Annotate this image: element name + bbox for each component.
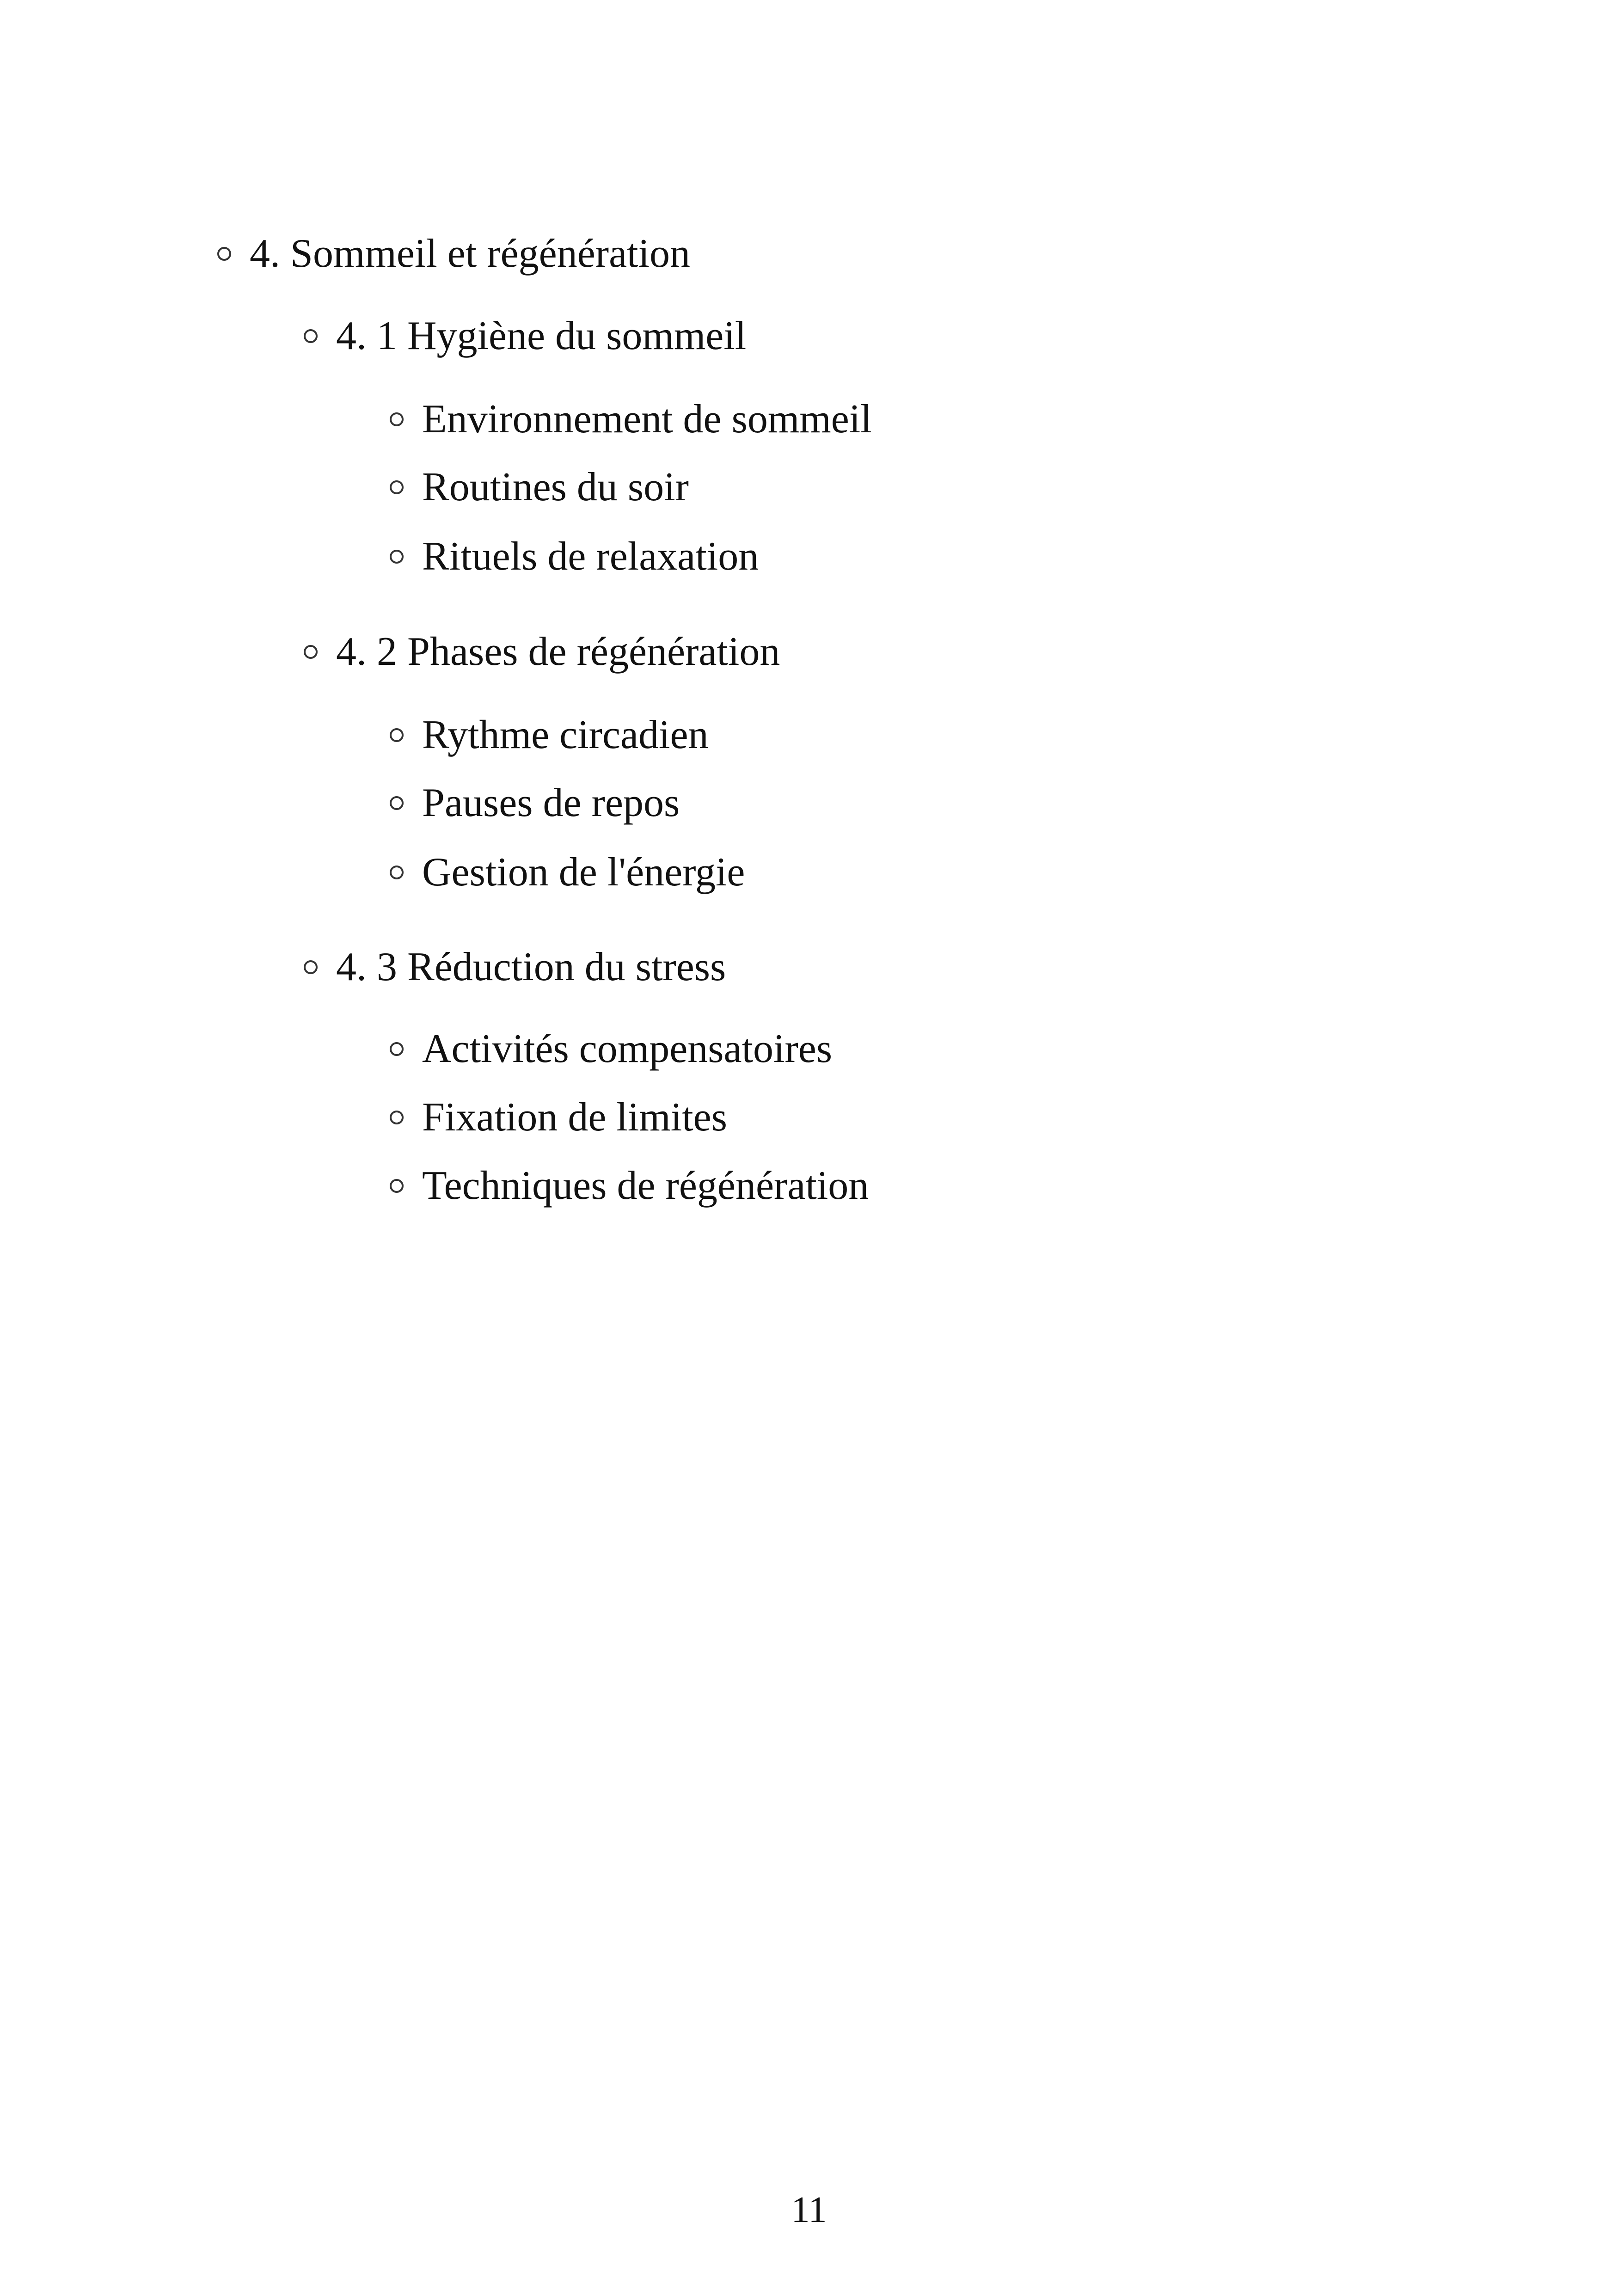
outline-subsection-title: 4. 3 Réduction du stress	[336, 945, 726, 989]
outline-section-title: 4. Sommeil et régénération	[250, 231, 691, 276]
outline-list-item	[390, 1097, 727, 1138]
outline-list-item	[390, 712, 709, 757]
outline-list-item-label: Techniques de régénération	[422, 1163, 869, 1208]
hollow-circle-bullet-icon	[390, 1111, 404, 1124]
outline-subsection	[304, 629, 780, 674]
outline-list-item-label: Activités compensatoires	[422, 1026, 833, 1071]
page-number: 11	[791, 2190, 827, 2230]
outline-list-item	[390, 1163, 869, 1208]
outline-list-item-label: Routines du soir	[422, 465, 689, 510]
outline-subsection	[304, 947, 726, 988]
outline-list-item-label: Pauses de repos	[422, 780, 680, 825]
outline-subsection	[304, 313, 747, 358]
hollow-circle-bullet-icon	[390, 550, 404, 564]
outline-list-item-label: Fixation de limites	[422, 1095, 727, 1140]
outline-list-item-label: Rituels de relaxation	[422, 534, 759, 579]
hollow-circle-bullet-icon	[390, 796, 404, 810]
hollow-circle-bullet-icon	[390, 1179, 404, 1193]
hollow-circle-bullet-icon	[390, 866, 404, 879]
outline-list-item	[390, 399, 872, 440]
outline-subsection-title: 4. 2 Phases de régénération	[336, 629, 780, 674]
hollow-circle-bullet-icon	[390, 480, 404, 494]
outline-subsection-title: 4. 1 Hygiène du sommeil	[336, 313, 747, 358]
outline-list-item-label: Gestion de l'énergie	[422, 850, 745, 895]
outline-list-item	[390, 1026, 833, 1071]
outline-list-item	[390, 780, 680, 825]
outline-list-item	[390, 536, 759, 577]
hollow-circle-bullet-icon	[304, 329, 318, 343]
hollow-circle-bullet-icon	[217, 247, 231, 261]
hollow-circle-bullet-icon	[390, 1042, 404, 1056]
outline-list-item-label: Environnement de sommeil	[422, 397, 872, 442]
outline-list-item-label: Rythme circadien	[422, 712, 709, 757]
hollow-circle-bullet-icon	[304, 960, 318, 974]
hollow-circle-bullet-icon	[390, 412, 404, 426]
hollow-circle-bullet-icon	[390, 728, 404, 742]
hollow-circle-bullet-icon	[304, 645, 318, 659]
outline-list-item	[390, 852, 745, 893]
outline-section	[217, 233, 690, 274]
outline-list-item	[390, 467, 689, 508]
